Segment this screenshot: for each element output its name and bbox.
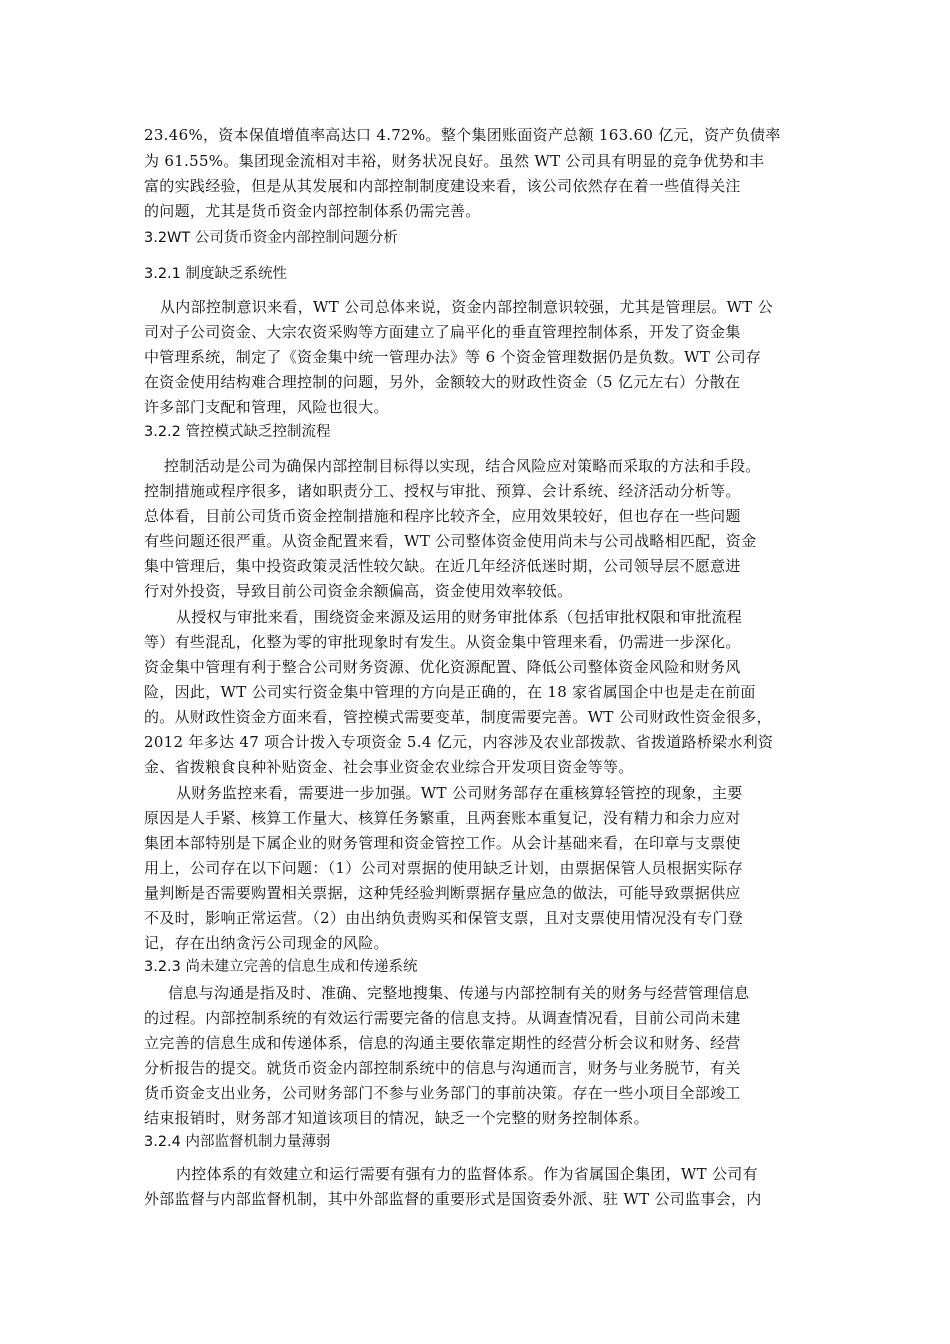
paragraph-line: 从授权与审批来看，围绕资金来源及运用的财务审批体系（包括审批权限和审批流程: [176, 608, 743, 626]
paragraph-line: 控制活动是公司为确保内部控制目标得以实现，结合风险应对策略而采取的方法和手段。: [164, 457, 761, 475]
paragraph-line: 总体看，目前公司货币资金控制措施和程序比较齐全，应用效果较好，但也存在一些问题: [144, 507, 741, 525]
paragraph-line: 用上，公司存在以下问题：（1）公司对票据的使用缺乏计划，由票据保管人员根据实际存: [144, 859, 744, 877]
paragraph-line: 中管理系统，制定了《资金集中统一管理办法》等 6 个资金管理数据仍是负数。WT 公司存: [144, 348, 762, 366]
paragraph-line: 结束报销时，财务部才知道该项目的情况，缺乏一个完整的财务控制体系。: [144, 1109, 649, 1127]
paragraph-line: 集团本部特别是下属企业的财务管理和资金管控工作。从会计基础来看，在印章与支票使: [144, 834, 741, 852]
paragraph-line: 资金集中管理有利于整合公司财务资源、优化资源配置、降低公司整体资金风险和财务风: [144, 658, 741, 676]
paragraph-line: 金、省拨粮食良种补贴资金、社会事业资金农业综合开发项目资金等等。: [144, 758, 634, 776]
paragraph-line: 许多部门支配和管理，风险也很大。: [144, 398, 389, 416]
paragraph-line: 原因是人手紧、核算工作量大、核算任务繁重，且两套账本重复记，没有精力和余力应对: [144, 809, 741, 827]
subsection-heading: 3.2.1 制度缺乏系统性: [144, 266, 288, 282]
paragraph-line: 立完善的信息生成和传递体系，信息的沟通主要依靠定期性的经营分析会议和财务、经营: [144, 1034, 741, 1052]
section-heading: 3.2WT 公司货币资金内部控制问题分析: [144, 230, 398, 246]
paragraph-line: 货币资金支出业务，公司财务部门不参与业务部门的事前决策。存在一些小项目全部竣工: [144, 1084, 741, 1102]
paragraph-line: 险，因此，WT 公司实行资金集中管理的方向是正确的，在 18 家省属国企中也是走在前面: [144, 683, 756, 701]
subsection-heading: 3.2.2 管控模式缺乏控制流程: [144, 424, 331, 440]
paragraph-line: 为 61.55%。集团现金流相对丰裕，财务状况良好。虽然 WT 公司具有明显的竞争优势和丰: [144, 152, 765, 170]
paragraph-line: 的问题，尤其是货币资金内部控制体系仍需完善。: [144, 202, 481, 220]
paragraph-line: 分析报告的提交。就货币资金内部控制系统中的信息与沟通而言，财务与业务脱节，有关: [144, 1059, 741, 1077]
paragraph-line: 不及时，影响正常运营。（2）由出纳负责购买和保管支票，且对支票使用情况没有专门登: [144, 909, 744, 927]
paragraph-line: 集中管理后，集中投资政策灵活性较欠缺。在近几年经济低迷时期，公司领导层不愿意进: [144, 557, 741, 575]
paragraph-line: 外部监督与内部监督机制，其中外部监督的重要形式是国资委外派、驻 WT 公司监事会，内: [144, 1190, 762, 1208]
paragraph-line: 在资金使用结构难合理控制的问题，另外，金额较大的财政性资金（5 亿元左右）分散在: [144, 373, 741, 391]
paragraph-line: 行对外投资，导致目前公司资金余额偏高，资金使用效率较低。: [144, 582, 573, 600]
paragraph-line: 2012 年多达 47 项合计拨入专项资金 5.4 亿元，内容涉及农业部拨款、省拨道路桥梁水利资: [144, 733, 774, 751]
paragraph-line: 23.46%，资本保值增值率高达口 4.72%。整个集团账面资产总额 163.60 亿元，资产负债率: [144, 126, 781, 144]
paragraph-line: 从财务监控来看，需要进一步加强。WT 公司财务部存在重核算轻管控的现象，主要: [176, 784, 743, 802]
paragraph-line: 的过程。内部控制系统的有效运行需要完备的信息支持。从调查情况看，目前公司尚未建: [144, 1009, 741, 1027]
paragraph-line: 的。从财政性资金方面来看，管控模式需要变革，制度需要完善。WT 公司财政性资金很多，: [144, 708, 772, 726]
paragraph-line: 司对子公司资金、大宗农资采购等方面建立了扁平化的垂直管理控制体系，开发了资金集: [144, 323, 741, 341]
subsection-heading: 3.2.3 尚未建立完善的信息生成和传递系统: [144, 959, 418, 975]
paragraph-line: 记，存在出纳贪污公司现金的风险。: [144, 934, 389, 952]
paragraph-line: 等）有些混乱，化整为零的审批现象时有发生。从资金集中管理来看，仍需进一步深化。: [144, 633, 741, 651]
subsection-heading: 3.2.4 内部监督机制力量薄弱: [144, 1134, 331, 1150]
paragraph-line: 量判断是否需要购置相关票据，这种凭经验判断票据存量应急的做法，可能导致票据供应: [144, 884, 741, 902]
paragraph-line: 有些问题还很严重。从资金配置来看，WT 公司整体资金使用尚未与公司战略相匹配，资金: [144, 532, 757, 550]
paragraph-line: 内控体系的有效建立和运行需要有强有力的监督体系。作为省属国企集团，WT 公司有: [176, 1165, 758, 1183]
paragraph-line: 信息与沟通是指及时、准确、完整地搜集、传递与内部控制有关的财务与经营管理信息: [168, 984, 750, 1002]
paragraph-line: 富的实践经验，但是从其发展和内部控制制度建设来看，该公司依然存在着一些值得关注: [144, 177, 741, 195]
paragraph-line: 从内部控制意识来看，WT 公司总体来说，资金内部控制意识较强，尤其是管理层。WT 公: [160, 298, 773, 316]
paragraph-line: 控制措施或程序很多，诸如职责分工、授权与审批、预算、会计系统、经济活动分析等。: [144, 482, 741, 500]
